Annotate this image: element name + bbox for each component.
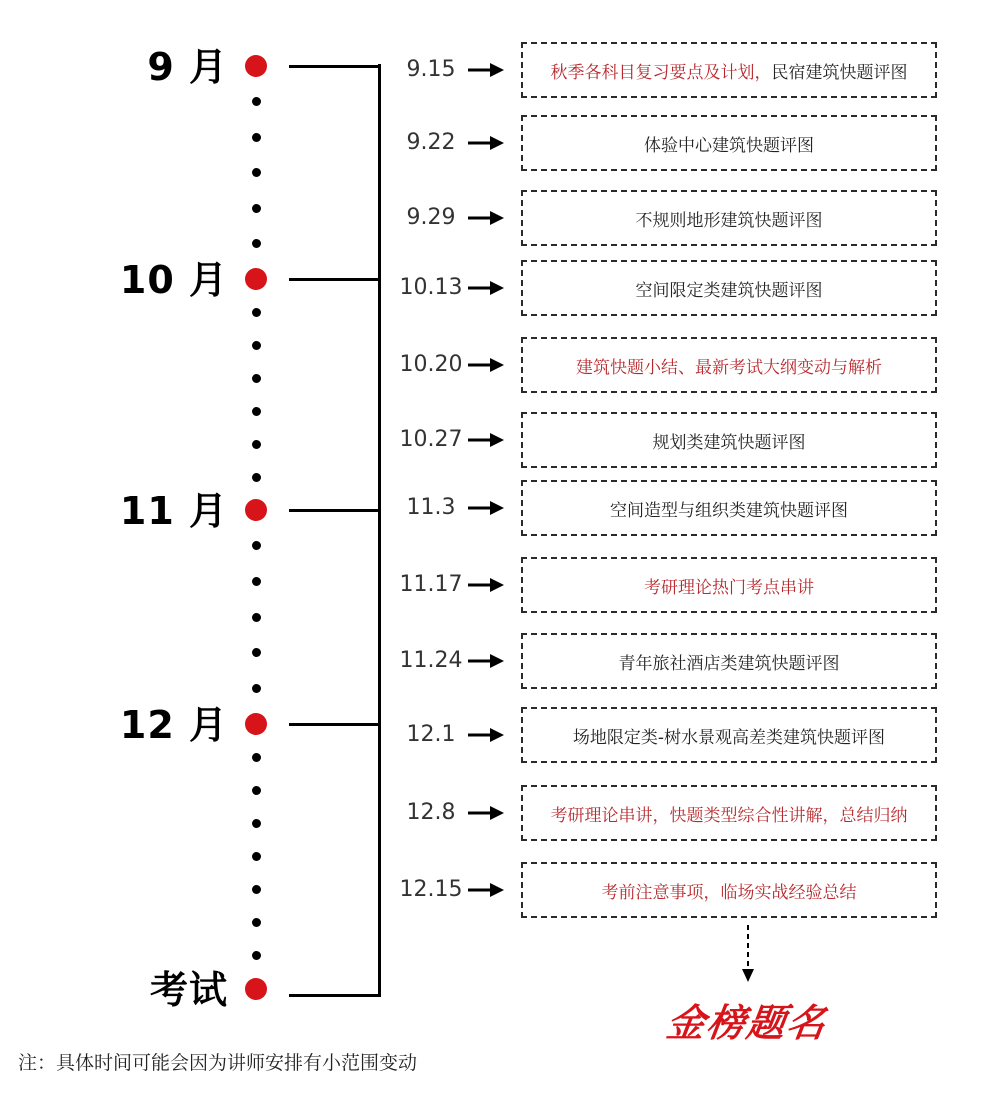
timeline-dot	[252, 577, 261, 586]
topic-highlight-text: 建筑快题小结、最新考试大纲变动与解析	[576, 357, 882, 378]
connector-line-oct	[289, 278, 381, 281]
schedule-date: 10.20	[399, 352, 463, 377]
schedule-date: 10.13	[399, 275, 463, 300]
timeline-dot	[252, 918, 261, 927]
topic-text: 规划类建筑快题评图	[652, 432, 806, 453]
topic-text: 民宿建筑快题评图	[771, 62, 908, 83]
footnote: 注：具体时间可能会因为讲师安排有小范围变动	[18, 1052, 418, 1074]
schedule-topic-box	[521, 633, 937, 689]
timeline-dot	[252, 541, 261, 550]
right-arrow-icon	[468, 358, 504, 372]
schedule-topic-box	[521, 260, 937, 316]
timeline-dot	[252, 852, 261, 861]
timeline-dot	[252, 819, 261, 828]
milestone-dot-sep	[245, 55, 267, 77]
schedule-date: 12.15	[399, 877, 463, 902]
topic-highlight-text: 考研理论热门考点串讲	[644, 577, 814, 598]
timeline-dot	[252, 341, 261, 350]
right-arrow-icon	[468, 806, 504, 820]
right-arrow-icon	[468, 211, 504, 225]
month-label-oct: 10 月	[119, 258, 228, 302]
timeline-dot	[252, 308, 261, 317]
right-arrow-icon	[468, 883, 504, 897]
timeline-dot	[252, 440, 261, 449]
month-label-exam: 考试	[149, 968, 228, 1012]
timeline-dot	[252, 951, 261, 960]
schedule-date: 11.24	[399, 648, 463, 673]
right-arrow-icon	[468, 433, 504, 447]
schedule-date: 11.3	[406, 495, 456, 520]
schedule-topic-box	[521, 115, 937, 171]
month-label-sep: 9 月	[147, 45, 228, 89]
schedule-topic-box	[521, 557, 937, 613]
schedule-date: 9.22	[406, 130, 456, 155]
right-arrow-icon	[468, 501, 504, 515]
schedule-topic-box	[521, 785, 937, 841]
schedule-topic-box	[521, 862, 937, 918]
month-label-dec: 12 月	[119, 703, 228, 747]
schedule-topic-box	[521, 337, 937, 393]
schedule-topic-box	[521, 190, 937, 246]
topic-text: 青年旅社酒店类建筑快题评图	[618, 653, 840, 674]
timeline-dot	[252, 97, 261, 106]
topic-text: 场地限定类-树水景观高差类建筑快题评图	[572, 727, 886, 748]
connector-line-sep	[289, 65, 381, 68]
schedule-date: 10.27	[399, 427, 463, 452]
bracket-line	[378, 64, 381, 997]
timeline-dot	[252, 684, 261, 693]
topic-highlight-text: 考前注意事项，临场实战经验总结	[601, 882, 857, 903]
topic-highlight-text: 考研理论串讲，快题类型综合性讲解，总结归纳	[550, 805, 908, 826]
connector-line-nov	[289, 509, 381, 512]
timeline-dot	[252, 885, 261, 894]
schedule-date: 12.1	[406, 722, 456, 747]
timeline-dot	[252, 786, 261, 795]
schedule-date: 12.8	[406, 800, 456, 825]
schedule-date: 9.15	[406, 57, 456, 82]
right-arrow-icon	[468, 654, 504, 668]
connector-line-exam	[289, 994, 381, 997]
connector-line-dec	[289, 723, 381, 726]
right-arrow-icon	[468, 578, 504, 592]
slogan-calligraphy: 金榜题名	[663, 1000, 831, 1045]
down-arrow-icon	[741, 925, 755, 983]
schedule-topic-box	[521, 707, 937, 763]
topic-highlight-text: 秋季各科目复习要点及计划，	[550, 62, 772, 83]
schedule-date: 9.29	[406, 205, 456, 230]
milestone-dot-oct	[245, 268, 267, 290]
schedule-date: 11.17	[399, 572, 463, 597]
right-arrow-icon	[468, 63, 504, 77]
right-arrow-icon	[468, 281, 504, 295]
timeline-dot	[252, 473, 261, 482]
schedule-topic-box	[521, 480, 937, 536]
timeline-dot	[252, 168, 261, 177]
timeline-dot	[252, 204, 261, 213]
topic-text: 不规则地形建筑快题评图	[635, 210, 823, 231]
timeline-dot	[252, 407, 261, 416]
milestone-dot-exam	[245, 978, 267, 1000]
timeline-dot	[252, 374, 261, 383]
timeline-dot	[252, 753, 261, 762]
milestone-dot-nov	[245, 499, 267, 521]
topic-text: 空间限定类建筑快题评图	[635, 280, 823, 301]
timeline-dot	[252, 613, 261, 622]
timeline-dot	[252, 133, 261, 142]
topic-text: 体验中心建筑快题评图	[644, 135, 814, 156]
timeline-dot	[252, 648, 261, 657]
topic-text: 空间造型与组织类建筑快题评图	[610, 500, 848, 521]
schedule-topic-box	[521, 42, 937, 98]
right-arrow-icon	[468, 728, 504, 742]
timeline-dot	[252, 239, 261, 248]
right-arrow-icon	[468, 136, 504, 150]
month-label-nov: 11 月	[119, 489, 228, 533]
schedule-topic-box	[521, 412, 937, 468]
milestone-dot-dec	[245, 713, 267, 735]
